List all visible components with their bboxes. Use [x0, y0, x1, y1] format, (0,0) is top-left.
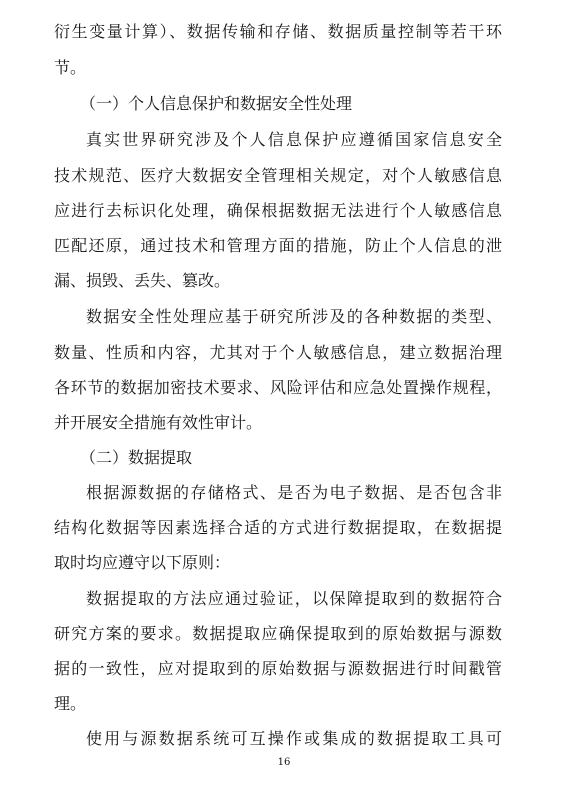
body-text-line: 衍生变量计算）、数据传输和存储、数据质量控制等若干环: [54, 22, 502, 41]
body-text-line: 据的一致性，应对提取到的原始数据与源数据进行时间戳管: [54, 659, 502, 678]
body-text-line: 各环节的数据加密技术要求、风险评估和应急处置操作规程，: [54, 378, 502, 397]
body-text-line: 数据提取的方法应通过验证，以保障提取到的数据符合: [86, 589, 502, 608]
body-text-line: 匹配还原，通过技术和管理方面的措施，防止个人信息的泄: [54, 236, 502, 255]
body-text-line: 漏、损毁、丢失、篡改。: [54, 271, 231, 290]
body-text-line: 取时均应遵守以下原则：: [54, 553, 231, 572]
section-heading: （一）个人信息保护和数据安全性处理: [80, 94, 353, 113]
body-text-line: 结构化数据等因素选择合适的方式进行数据提取，在数据提: [54, 518, 502, 537]
body-text-line: 数据安全性处理应基于研究所涉及的各种数据的类型、: [86, 307, 502, 326]
body-text-line: 并开展安全措施有效性审计。: [54, 413, 263, 432]
body-text-line: 应进行去标识化处理，确保根据数据无法进行个人敏感信息: [54, 201, 502, 220]
body-text-line: 真实世界研究涉及个人信息保护应遵循国家信息安全: [86, 130, 502, 149]
page-number: 16: [277, 757, 291, 768]
section-heading: （二）数据提取: [80, 448, 193, 467]
body-text-line: 技术规范、医疗大数据安全管理相关规定，对个人敏感信息: [54, 166, 502, 185]
body-text-line: 节。: [54, 58, 87, 77]
body-text-line: 数量、性质和内容，尤其对于个人敏感信息，建立数据治理: [54, 343, 502, 362]
body-text-line: 根据源数据的存储格式、是否为电子数据、是否包含非: [86, 483, 502, 502]
body-text-line: 理。: [54, 694, 87, 713]
body-text-line: 研究方案的要求。数据提取应确保提取到的原始数据与源数: [54, 624, 502, 643]
body-text-line: 使用与源数据系统可互操作或集成的数据提取工具可: [86, 729, 502, 748]
